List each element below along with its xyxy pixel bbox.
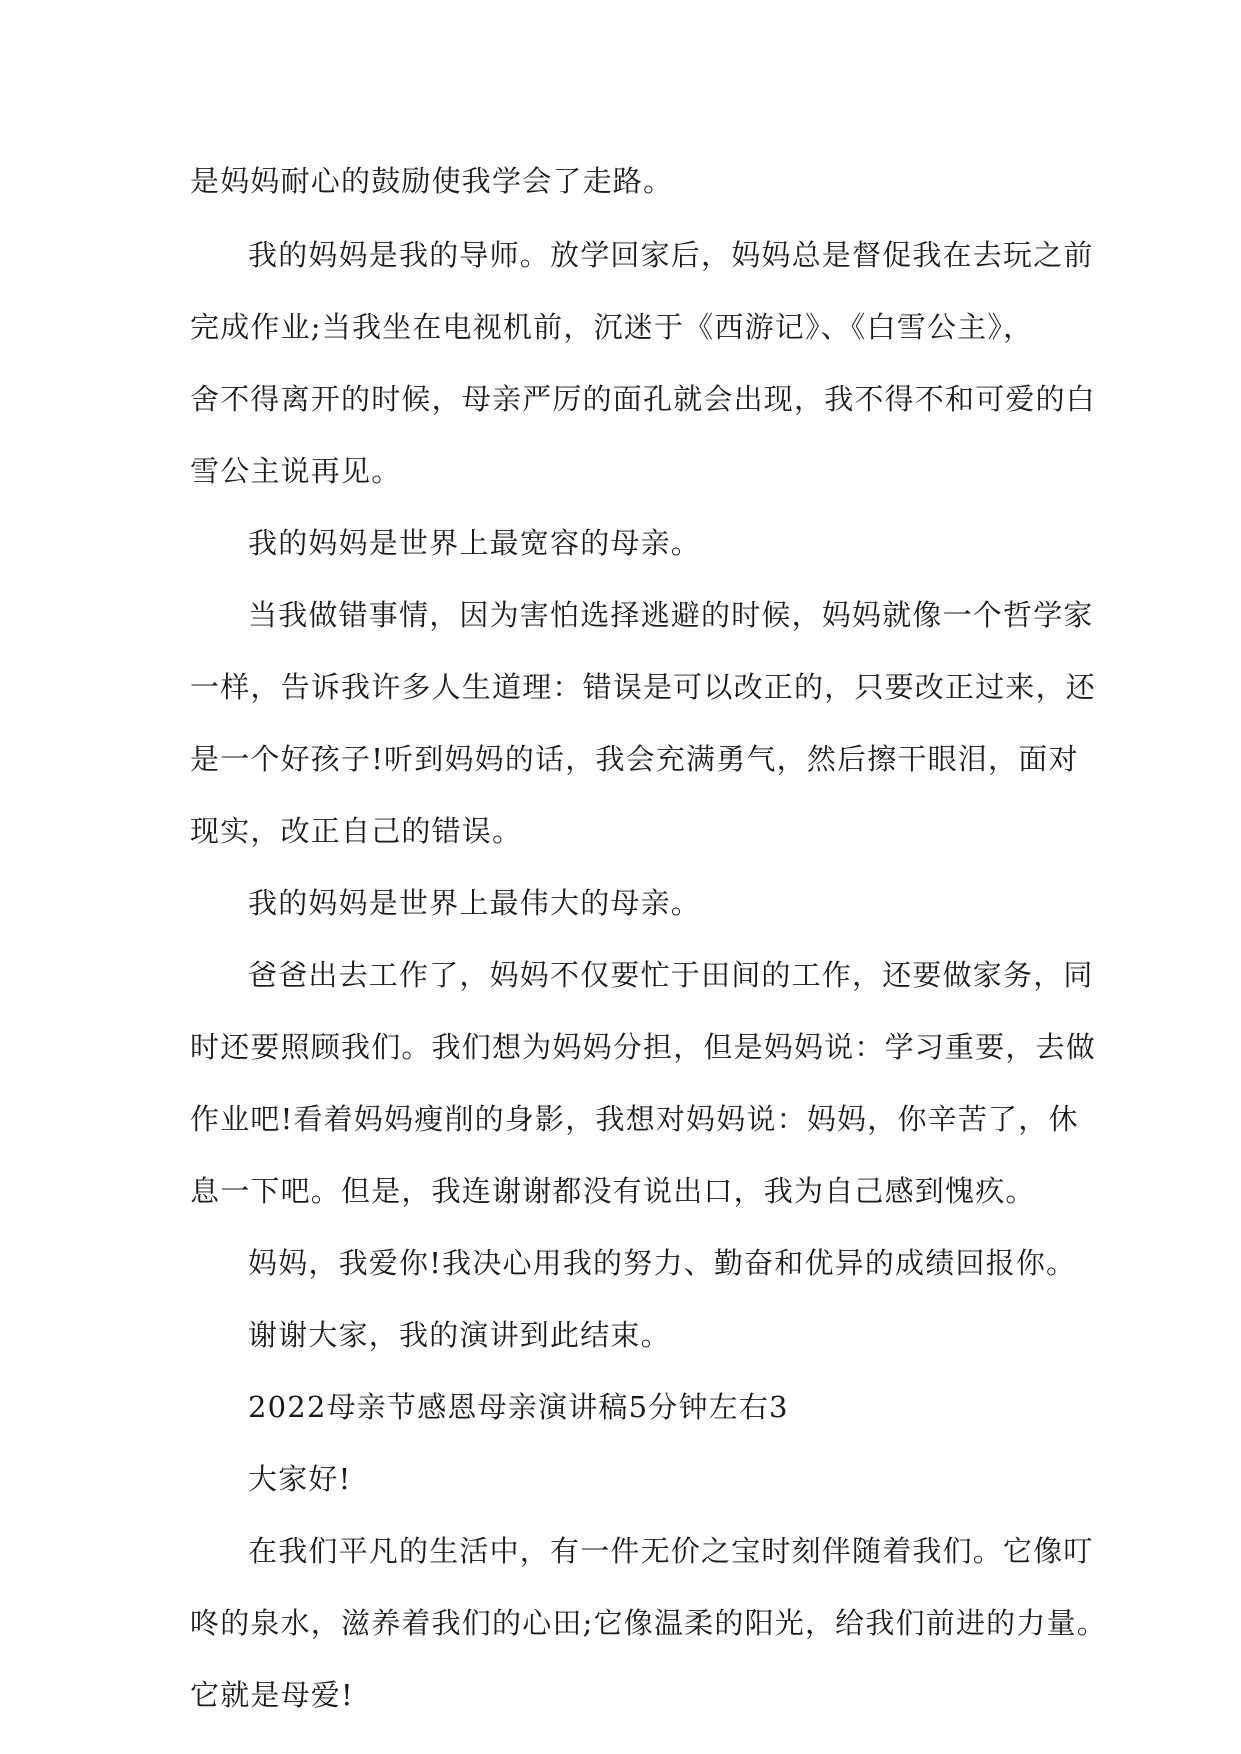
- text-line: 爸爸出去工作了，妈妈不仅要忙于田间的工作，还要做家务，同: [248, 958, 1094, 992]
- text-line: 在我们平凡的生活中，有一件无价之宝时刻伴随着我们。它像叮: [248, 1534, 1094, 1568]
- text-line: 我的妈妈是我的导师。放学回家后，妈妈总是督促我在去玩之前: [248, 238, 1094, 272]
- text-line: 咚的泉水，滋养着我们的心田;它像温柔的阳光，给我们前进的力量。: [190, 1606, 1107, 1640]
- text-line: 一样，告诉我许多人生道理：错误是可以改正的，只要改正过来，还: [190, 670, 1097, 704]
- text-line: 时还要照顾我们。我们想为妈妈分担，但是妈妈说：学习重要，去做: [190, 1030, 1097, 1064]
- text-line: 是一个好孩子!听到妈妈的话，我会充满勇气，然后擦干眼泪，面对: [190, 742, 1079, 776]
- text-line: 当我做错事情，因为害怕选择逃避的时候，妈妈就像一个哲学家: [248, 598, 1094, 632]
- text-line: 现实，改正自己的错误。: [190, 814, 523, 848]
- text-line: 它就是母爱!: [190, 1678, 354, 1712]
- text-line: 大家好!: [248, 1462, 352, 1496]
- text-line: 我的妈妈是世界上最伟大的母亲。: [248, 886, 702, 920]
- text-line: 是妈妈耐心的鼓励使我学会了走路。: [190, 164, 674, 198]
- section-heading: 2022母亲节感恩母亲演讲稿5分钟左右3: [248, 1390, 789, 1424]
- text-line: 我的妈妈是世界上最宽容的母亲。: [248, 526, 702, 560]
- text-line: 谢谢大家，我的演讲到此结束。: [248, 1318, 671, 1352]
- text-line: 息一下吧。但是，我连谢谢都没有说出口，我为自己感到愧疚。: [190, 1174, 1036, 1208]
- text-line: 舍不得离开的时候，母亲严厉的面孔就会出现，我不得不和可爱的白: [190, 382, 1097, 416]
- text-line: 雪公主说再见。: [190, 454, 402, 488]
- text-line: 妈妈，我爱你!我决心用我的努力、勤奋和优异的成绩回报你。: [248, 1246, 1077, 1280]
- text-line: 作业吧!看着妈妈瘦削的身影，我想对妈妈说：妈妈，你辛苦了，休: [190, 1102, 1079, 1136]
- text-line: 完成作业;当我坐在电视机前，沉迷于《西游记》、《白雪公主》，: [190, 310, 1034, 344]
